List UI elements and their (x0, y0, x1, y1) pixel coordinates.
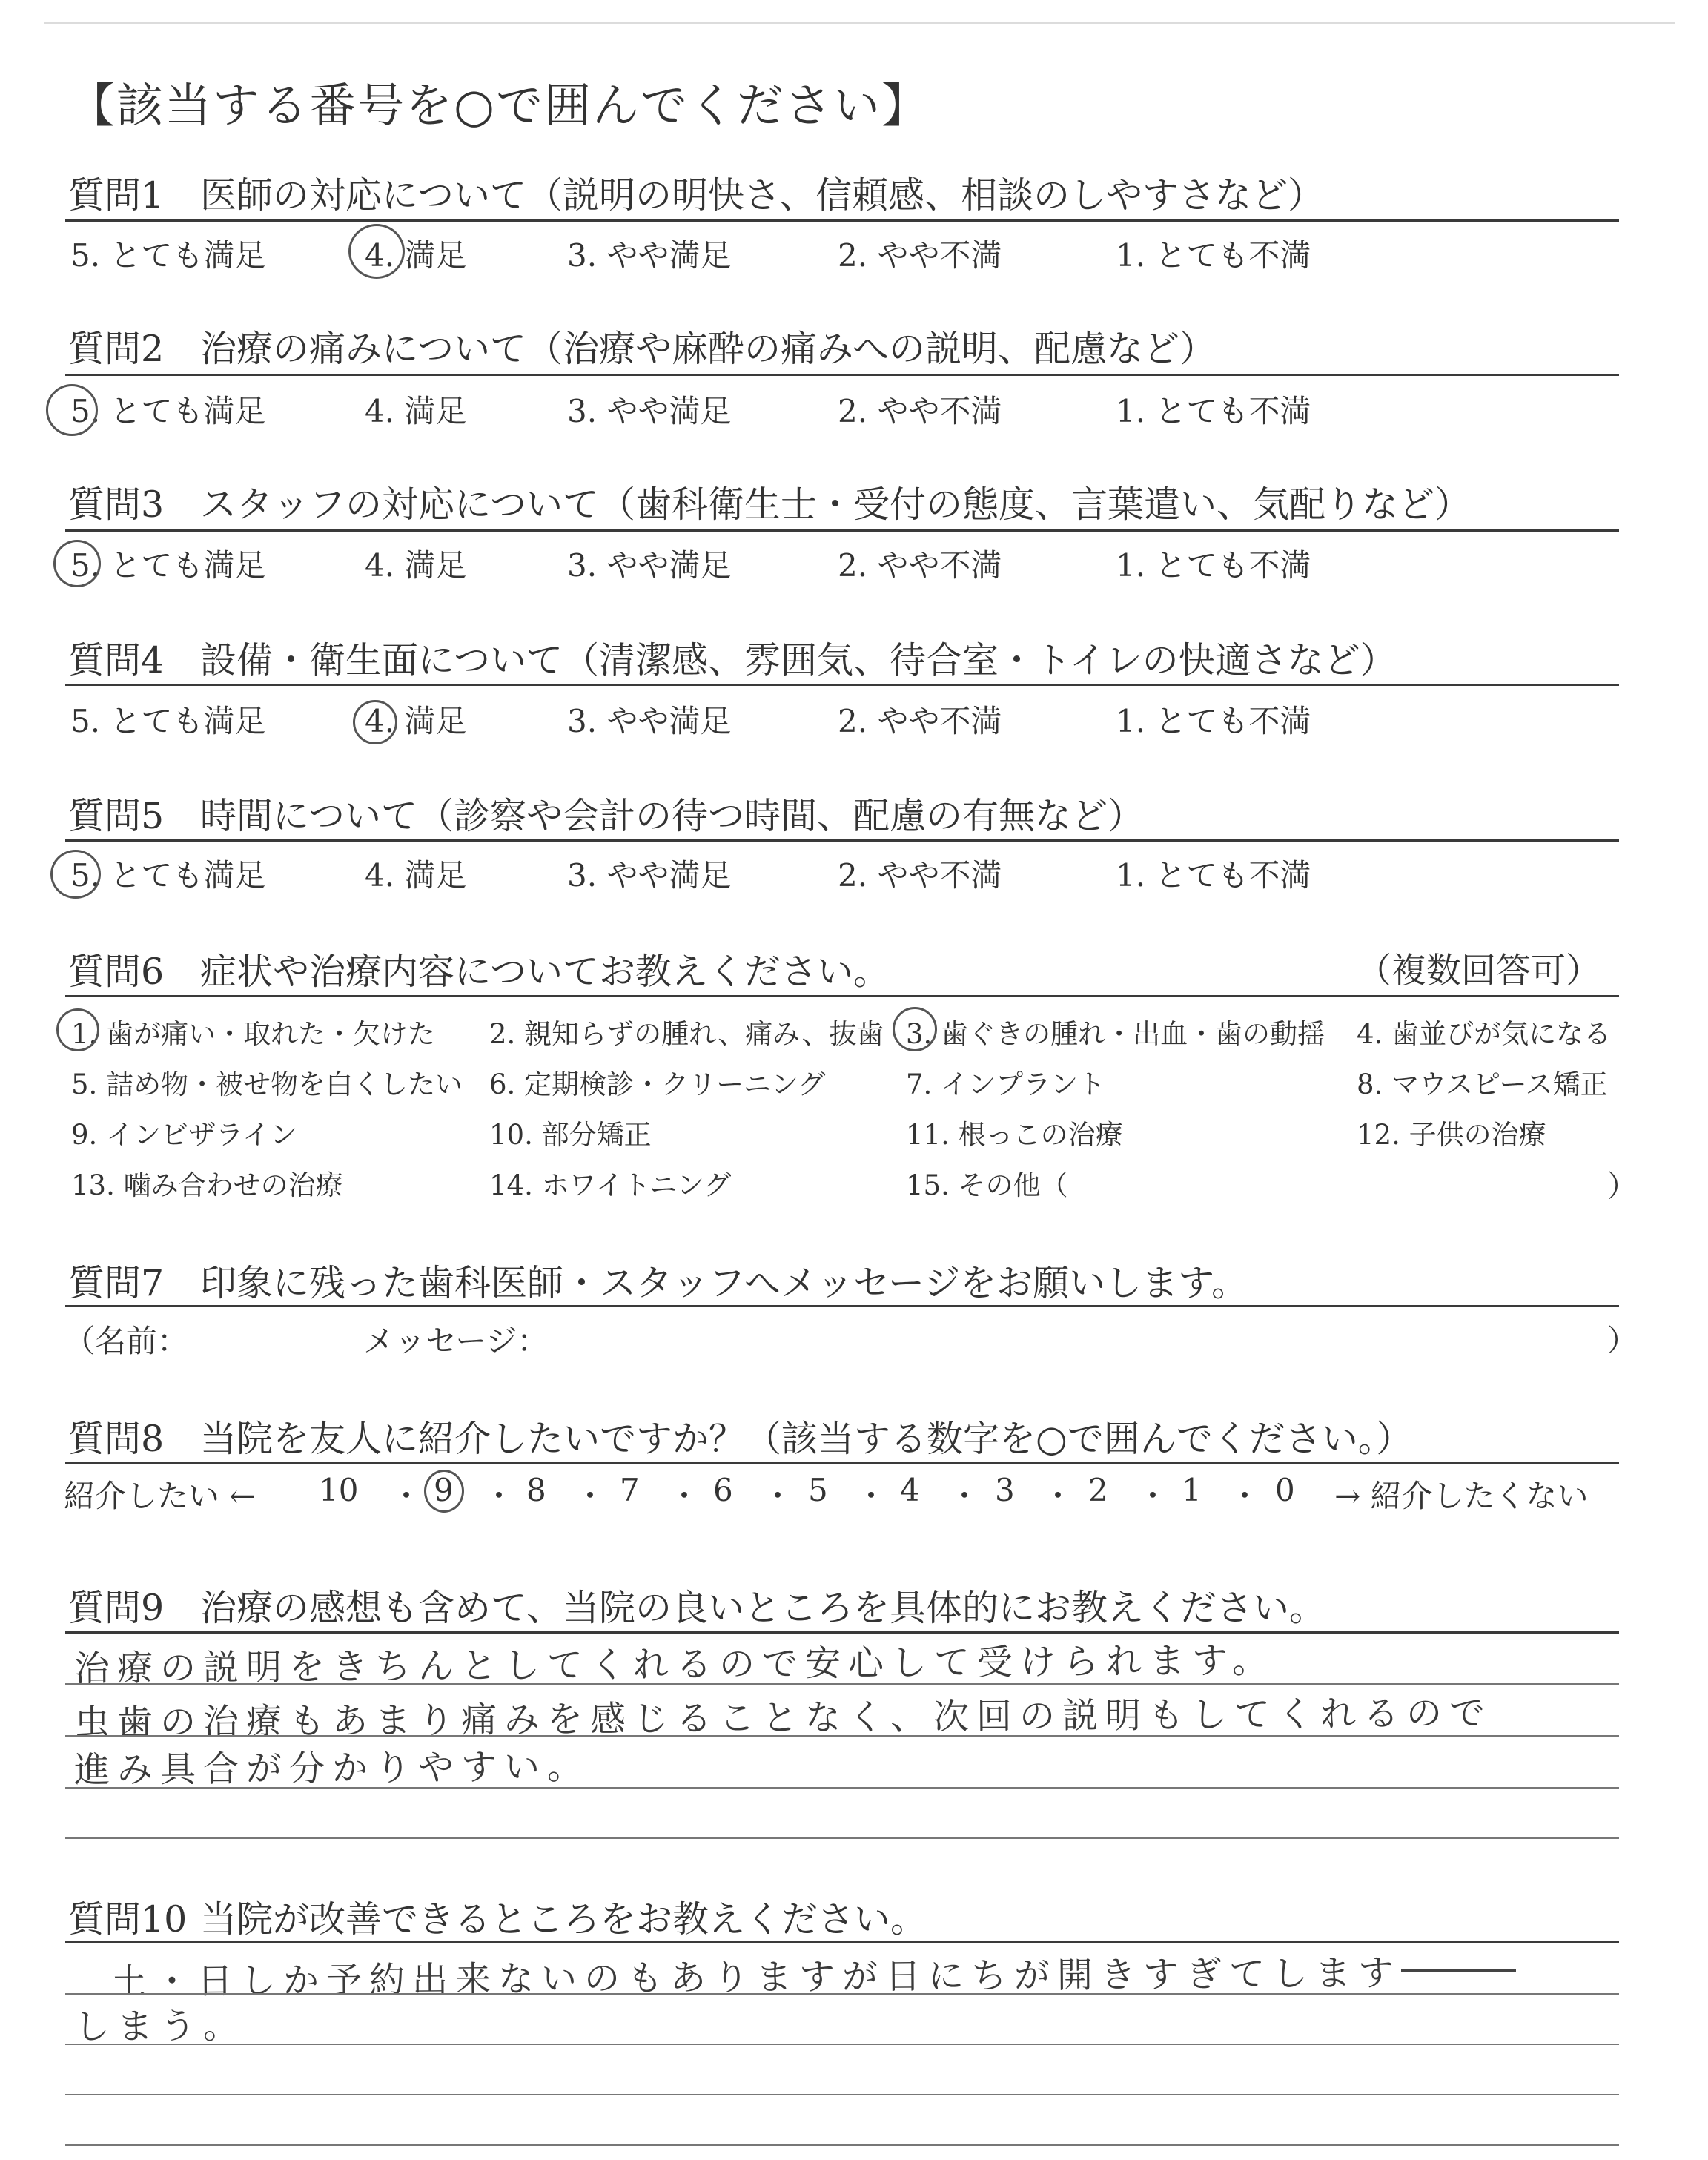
question-6-rule (65, 995, 1619, 997)
q8-scale-8[interactable]: 8 (526, 1472, 546, 1508)
q8-scale-3[interactable]: 3 (995, 1472, 1015, 1508)
question-number: 質問5 (68, 795, 165, 837)
question-6-title (68, 943, 890, 995)
question-7-title (68, 1255, 1248, 1307)
q2-option-4[interactable]: 4. 満足 (365, 393, 467, 429)
q9-answer-line-2: 虫歯の治療もあまり痛みを感じることなく、次回の説明もしてくれるので (73, 1692, 1493, 1744)
q6-selection-circle-1 (56, 1008, 99, 1051)
q6-other-close-paren: ） (1607, 1169, 1637, 1203)
question-8-rule (65, 1462, 1619, 1464)
q6-option-8[interactable]: 8. マウスピース矯正 (1357, 1069, 1608, 1100)
q8-scale-2[interactable]: 2 (1088, 1472, 1108, 1508)
q6-option-15-other[interactable]: 15. その他（ (906, 1169, 1068, 1201)
question-text: 設備・衛生面について（清潔感、雰囲気、待合室・トイレの快適さなど） (200, 639, 1397, 681)
question-number: 質問3 (68, 483, 165, 526)
q8-right-label: → 紹介したくない (1334, 1478, 1589, 1514)
q6-option-11[interactable]: 11. 根っこの治療 (906, 1119, 1123, 1151)
strikethrough-mark (1401, 1969, 1516, 1972)
question-3-rule (65, 529, 1619, 532)
q6-option-13[interactable]: 13. 噛み合わせの治療 (71, 1169, 343, 1201)
question-text: スタッフの対応について（歯科衛生士・受付の態度、言葉遣い、気配りなど） (200, 483, 1472, 526)
q5-option-1[interactable]: 1. とても不満 (1116, 857, 1311, 894)
question-3-title (68, 476, 1471, 528)
multiple-answer-note: （複数回答可） (1357, 951, 1601, 991)
question-number: 質問8 (68, 1418, 165, 1460)
question-text: 治療の感想も含めて、当院の良いところを具体的にお教えください。 (200, 1587, 1326, 1629)
answer-line (65, 1735, 1619, 1737)
q5-option-2[interactable]: 2. やや不満 (838, 857, 1002, 894)
q10-answer-line-1: 土・日しか予約出来ないのもありますが日にちが開きすぎてします (110, 1952, 1402, 2004)
question-2-rule (65, 374, 1619, 376)
q5-selection-circle (50, 850, 101, 899)
question-number: 質問1 (68, 174, 165, 217)
q6-option-14[interactable]: 14. ホワイトニング (489, 1169, 732, 1201)
question-9-title (68, 1579, 1325, 1631)
question-text: 症状や治療内容についてお教えください。 (200, 951, 890, 993)
question-number: 質問2 (68, 328, 165, 370)
q4-option-5[interactable]: 5. とても満足 (70, 703, 266, 739)
q6-option-2[interactable]: 2. 親知らずの腫れ、痛み、抜歯 (489, 1018, 884, 1050)
scale-dot: ・ (1042, 1478, 1074, 1514)
scale-dot: ・ (1137, 1478, 1169, 1514)
question-8-title (68, 1410, 1412, 1462)
question-text: 印象に残った歯科医師・スタッフへメッセージをお願いします。 (200, 1262, 1248, 1304)
question-text: 当院を友人に紹介したいですか？（該当する数字を○で囲んでください。） (200, 1418, 1413, 1460)
q6-option-7[interactable]: 7. インプラント (906, 1069, 1106, 1100)
question-text: 医師の対応について（説明の明快さ、信頼感、相談のしやすさなど） (200, 174, 1325, 217)
q4-option-1[interactable]: 1. とても不満 (1116, 703, 1311, 739)
question-10-title (68, 1891, 927, 1943)
q5-option-3[interactable]: 3. やや満足 (567, 857, 732, 894)
q9-answer-line-3: 進み具合が分かりやすい。 (73, 1745, 591, 1791)
q1-selection-circle (348, 224, 405, 279)
q9-answer-line-1: 治療の説明をきちんとしてくれるので安心して受けられます。 (73, 1639, 1276, 1690)
q6-option-5[interactable]: 5. 詰め物・被せ物を白くしたい (71, 1069, 463, 1100)
q3-selection-circle (53, 540, 101, 587)
question-5-title (68, 787, 1144, 839)
q8-scale-1[interactable]: 1 (1182, 1472, 1202, 1508)
answer-line (65, 2044, 1619, 2045)
q8-selection-circle (424, 1470, 464, 1513)
q1-option-3[interactable]: 3. やや満足 (567, 237, 732, 274)
question-text: 時間について（診察や会計の待つ時間、配慮の有無など） (200, 795, 1145, 837)
q1-option-5[interactable]: 5. とても満足 (70, 237, 266, 274)
q8-scale-0[interactable]: 0 (1275, 1472, 1295, 1508)
q2-selection-circle (46, 384, 98, 436)
question-1-title (68, 167, 1324, 219)
question-1-rule (65, 219, 1619, 222)
q6-option-4[interactable]: 4. 歯並びが気になる (1357, 1018, 1612, 1050)
q2-option-5[interactable]: 5. とても満足 (70, 393, 266, 429)
q8-scale-9[interactable]: 9 (434, 1472, 454, 1508)
q8-scale-7[interactable]: 7 (620, 1472, 640, 1508)
scale-dot: ・ (1229, 1478, 1261, 1514)
q4-option-3[interactable]: 3. やや満足 (567, 703, 732, 739)
question-9-rule (65, 1631, 1619, 1634)
question-number: 質問9 (68, 1587, 165, 1629)
scale-dot: ・ (949, 1478, 981, 1514)
q10-answer-line-2: しまう。 (73, 2005, 247, 2048)
scale-dot: ・ (762, 1478, 794, 1514)
q8-scale-10[interactable]: 10 (319, 1472, 359, 1508)
q4-option-4[interactable]: 4. 満足 (365, 703, 467, 739)
scale-dot: ・ (483, 1478, 515, 1514)
question-number: 質問10 (68, 1898, 188, 1941)
q7-close-paren: ） (1607, 1324, 1637, 1358)
answer-line (65, 1993, 1619, 1995)
q6-option-6[interactable]: 6. 定期検診・クリーニング (489, 1069, 826, 1100)
answer-line (65, 2144, 1619, 2146)
question-7-rule (65, 1305, 1619, 1307)
q6-selection-circle-3 (893, 1007, 937, 1051)
q2-option-1[interactable]: 1. とても不満 (1116, 393, 1311, 429)
q2-option-2[interactable]: 2. やや不満 (838, 393, 1002, 429)
question-2-title (68, 320, 1216, 372)
q3-option-2[interactable]: 2. やや不満 (838, 547, 1002, 584)
q6-option-12[interactable]: 12. 子供の治療 (1357, 1119, 1546, 1151)
question-10-rule (65, 1941, 1619, 1943)
top-border (44, 22, 1675, 24)
q3-option-1[interactable]: 1. とても不満 (1116, 547, 1311, 584)
q3-option-4[interactable]: 4. 満足 (365, 547, 467, 584)
scale-dot: ・ (669, 1478, 701, 1514)
scale-dot: ・ (391, 1478, 423, 1514)
q1-option-4[interactable]: 4. 満足 (365, 237, 467, 274)
q6-option-1[interactable]: 1. 歯が痛い・取れた・欠けた (71, 1018, 436, 1050)
q2-option-3[interactable]: 3. やや満足 (567, 393, 732, 429)
question-number: 質問6 (68, 951, 165, 993)
q8-scale-5[interactable]: 5 (808, 1472, 828, 1508)
q7-name-label: （名前： (64, 1323, 189, 1359)
q1-option-2[interactable]: 2. やや不満 (838, 237, 1002, 274)
q4-option-2[interactable]: 2. やや不満 (838, 703, 1002, 739)
q5-option-5[interactable]: 5. とても満足 (70, 857, 266, 894)
question-text: 当院が改善できるところをお教えください。 (200, 1898, 927, 1941)
q7-message-label: メッセージ： (363, 1323, 549, 1359)
answer-line (65, 2094, 1619, 2095)
q8-scale-6[interactable]: 6 (713, 1472, 733, 1508)
answer-line (65, 1837, 1619, 1839)
q8-left-label: 紹介したい ← (64, 1478, 256, 1514)
q5-option-4[interactable]: 4. 満足 (365, 857, 467, 894)
question-5-rule (65, 839, 1619, 842)
q3-option-3[interactable]: 3. やや満足 (567, 547, 732, 584)
q1-option-1[interactable]: 1. とても不満 (1116, 237, 1311, 274)
question-4-rule (65, 684, 1619, 686)
q6-option-3[interactable]: 3. 歯ぐきの腫れ・出血・歯の動揺 (906, 1018, 1325, 1050)
q6-option-10[interactable]: 10. 部分矯正 (489, 1119, 652, 1151)
question-number: 質問4 (68, 639, 165, 681)
scale-dot: ・ (575, 1478, 606, 1514)
question-text: 治療の痛みについて（治療や麻酔の痛みへの説明、配慮など） (200, 328, 1217, 370)
scale-dot: ・ (855, 1478, 887, 1514)
question-number: 質問7 (68, 1262, 165, 1304)
instruction-heading: 【該当する番号を○で囲んでください】 (68, 79, 930, 133)
q6-option-9[interactable]: 9. インビザライン (71, 1119, 297, 1151)
q8-scale-4[interactable]: 4 (900, 1472, 920, 1508)
question-4-title (68, 632, 1397, 684)
q4-selection-circle (353, 700, 397, 744)
answer-line (65, 1787, 1619, 1789)
q3-option-5[interactable]: 5. とても満足 (70, 547, 266, 584)
